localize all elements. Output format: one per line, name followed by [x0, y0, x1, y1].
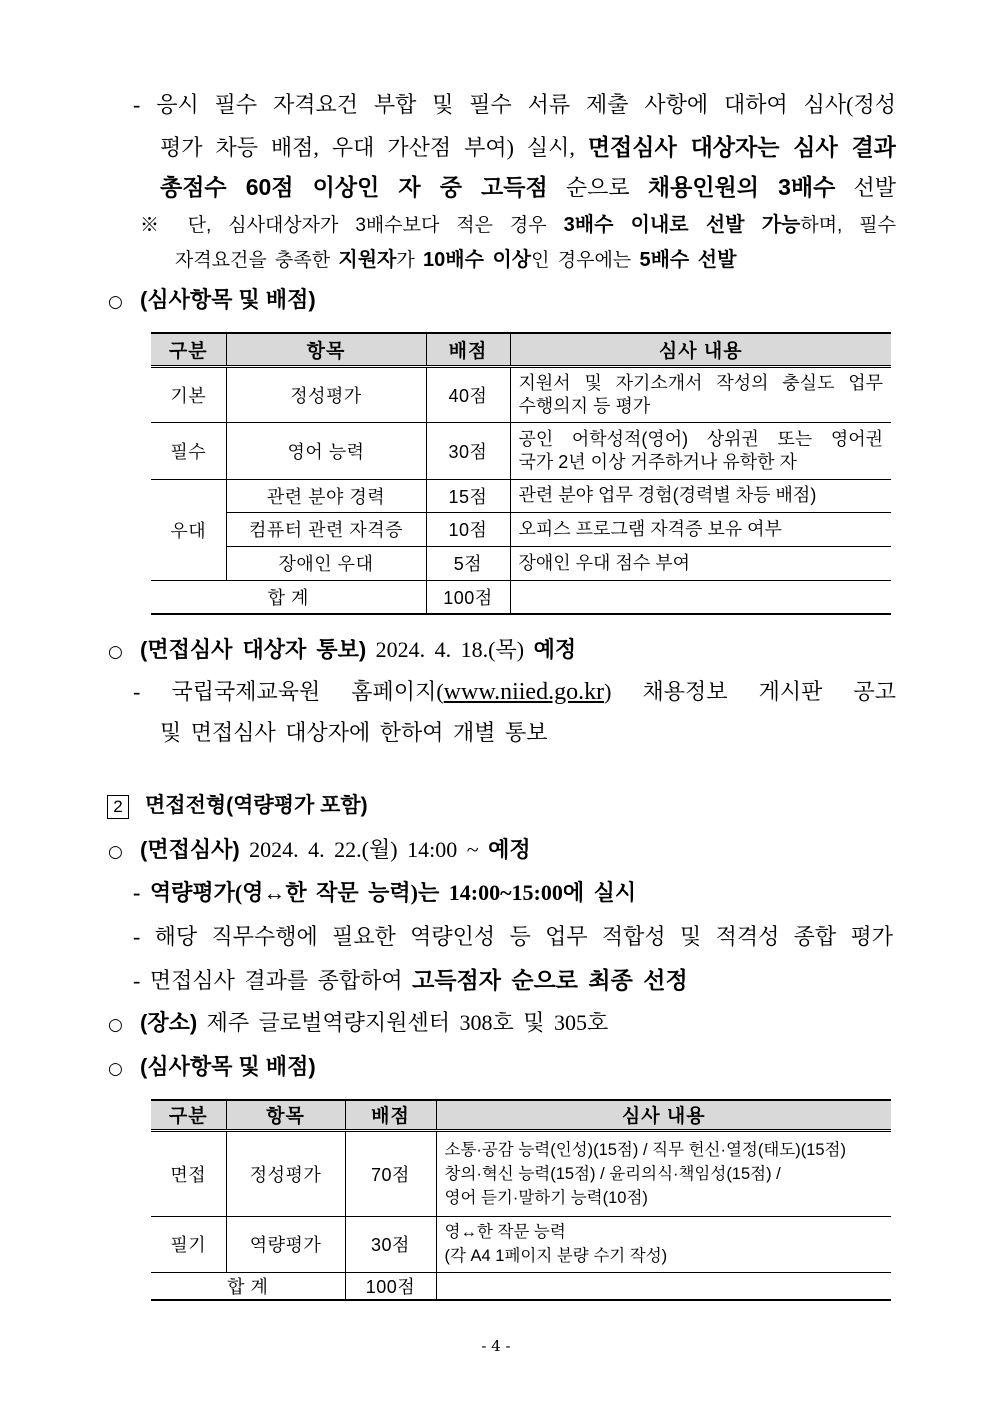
dash-marker: - — [133, 92, 141, 117]
content-line: 영어 듣기·말하기 능력(10점) — [444, 1188, 648, 1207]
announce-text: 및 면접심사 대상자에 한하여 개별 통보 — [160, 720, 548, 745]
note-text: 가 — [396, 250, 415, 271]
total-label: 합 계 — [151, 580, 426, 614]
place-line — [108, 1008, 758, 1038]
content-cell — [510, 366, 891, 422]
score-cell: 30점 — [345, 1216, 436, 1272]
interview-heading — [108, 835, 708, 865]
content-line: 오피스 프로그램 자격증 보유 여부 — [518, 518, 782, 539]
item-cell: 정성평가 — [226, 1130, 345, 1216]
scoring-heading-1 — [108, 285, 508, 315]
total-content-empty — [510, 580, 891, 614]
circle-bullet-icon: ○ — [108, 642, 123, 662]
notice-line-1 — [133, 90, 896, 120]
section-title: 면접전형(역량평가 포함) — [145, 794, 368, 817]
interview-item-2 — [133, 922, 893, 952]
note-text: 자격요건을 충족한 — [175, 250, 331, 271]
note-line-1 — [140, 211, 896, 239]
note-emphasis: 10배수 이상 — [423, 249, 532, 271]
note-emphasis: 5배수 선발 — [639, 249, 737, 271]
scoring-table-2 — [151, 1099, 891, 1301]
interview-date: 2024. 4. 22.(월) 14:00 ~ — [249, 837, 479, 862]
content-cell — [510, 422, 891, 479]
content-line: 수행의지 등 평가 — [518, 395, 651, 416]
table-row — [151, 422, 891, 479]
dash-marker: - — [133, 968, 141, 993]
score-cell: 15점 — [426, 479, 510, 512]
header-content: 심사 내용 — [436, 1100, 891, 1130]
homepage-link[interactable]: www.niied.go.kr — [443, 679, 605, 705]
table-total-row — [151, 1272, 891, 1300]
score-cell: 30점 — [426, 422, 510, 479]
header-score: 배점 — [345, 1100, 436, 1130]
notice-line-2 — [160, 132, 896, 162]
header-content: 심사 내용 — [510, 333, 891, 366]
circle-bullet-icon: ○ — [108, 842, 123, 862]
scoring-heading-2 — [108, 1052, 508, 1082]
table-total-row — [151, 580, 891, 614]
table-row — [151, 1130, 891, 1216]
heading-label: (면접심사) — [140, 837, 240, 862]
content-line: 영↔한 작문 능력 — [444, 1223, 566, 1241]
dash-marker: - — [133, 924, 141, 949]
interview-item-text: 역량평가(영↔한 작문 능력)는 14:00~15:00에 실시 — [149, 880, 637, 905]
content-cell — [510, 512, 891, 546]
notice-line-3 — [160, 172, 896, 202]
heading-label: (심사항목 및 배점) — [140, 287, 316, 312]
item-cell: 장애인 우대 — [226, 546, 426, 580]
heading-label: (심사항목 및 배점) — [140, 1054, 316, 1079]
note-emphasis: 지원자 — [338, 249, 397, 271]
section-number-box: 2 — [107, 795, 129, 819]
item-cell: 역량평가 — [226, 1216, 345, 1272]
announce-text: 국립국제교육원 홈페이지( — [171, 679, 444, 704]
content-cell — [436, 1130, 891, 1216]
table-row — [151, 479, 891, 512]
score-cell: 5점 — [426, 546, 510, 580]
dash-marker: - — [133, 880, 141, 905]
notice-text: 평가 차등 배점, 우대 가산점 부여) 실시, — [160, 135, 575, 160]
category-cell: 필수 — [151, 422, 226, 479]
content-line: 지원서 및 자기소개서 작성의 충실도 업무 — [518, 372, 883, 393]
note-line-2 — [175, 246, 835, 274]
interview-status: 예정 — [488, 837, 531, 862]
header-item: 항목 — [226, 1100, 345, 1130]
interview-item-emphasis: 고득점자 순으로 최종 선정 — [412, 967, 688, 993]
score-cell: 40점 — [426, 366, 510, 422]
content-line: 공인 어학성적(영어) 상위권 또는 영어권 — [518, 428, 883, 449]
content-line: 소통·공감 능력(인성)(15점) / 직무 헌신·열정(태도)(15점) — [444, 1140, 846, 1159]
content-cell — [510, 546, 891, 580]
category-cell: 우대 — [151, 479, 226, 580]
total-score: 100점 — [426, 580, 510, 614]
notice-emphasis: 채용인원의 3배수 — [647, 174, 836, 200]
notice-text: 순으로 — [565, 175, 630, 200]
interview-item-3 — [133, 965, 833, 995]
category-cell: 기본 — [151, 366, 226, 422]
announce-status: 예정 — [533, 637, 577, 662]
header-score: 배점 — [426, 333, 510, 366]
item-cell: 영어 능력 — [226, 422, 426, 479]
announce-detail-line-1 — [133, 677, 896, 707]
place-text: 제주 글로벌역량지원센터 308호 및 305호 — [206, 1010, 609, 1035]
category-cell: 면접 — [151, 1130, 226, 1216]
item-cell: 정성평가 — [226, 366, 426, 422]
table-header-row — [151, 1100, 891, 1130]
announce-text: ) 채용정보 게시판 공고 — [604, 679, 896, 704]
content-cell — [436, 1216, 891, 1272]
announce-heading — [108, 635, 808, 665]
page-number: - 4 - — [481, 1337, 511, 1355]
score-cell: 70점 — [345, 1130, 436, 1216]
total-label: 합 계 — [151, 1272, 345, 1300]
circle-bullet-icon: ○ — [108, 292, 123, 312]
item-cell: 컴퓨터 관련 자격증 — [226, 512, 426, 546]
item-cell: 관련 분야 경력 — [226, 479, 426, 512]
circle-bullet-icon: ○ — [108, 1059, 123, 1079]
interview-item-text: 해당 직무수행에 필요한 역량인성 등 업무 적합성 및 적격성 종합 평가 — [154, 924, 893, 949]
table-row — [151, 546, 891, 580]
table-row — [151, 1216, 891, 1272]
content-line: (각 A4 1페이지 분량 수기 작성) — [444, 1247, 668, 1265]
content-line: 관련 분야 업무 경험(경력별 차등 배점) — [518, 485, 817, 505]
note-text: 인 경우에는 — [531, 250, 632, 271]
category-cell: 필기 — [151, 1216, 226, 1272]
note-text: 단, 심사대상자가 3배수보다 적은 경우 — [187, 215, 547, 236]
table-row — [151, 366, 891, 422]
notice-emphasis: 총점수 60점 이상인 자 중 고득점 — [160, 174, 548, 200]
note-text: 하며, 필수 — [800, 215, 896, 236]
score-cell: 10점 — [426, 512, 510, 546]
table-row — [151, 512, 891, 546]
total-score: 100점 — [345, 1272, 436, 1300]
notice-emphasis: 면접심사 대상자는 심사 결과 — [587, 134, 896, 160]
reference-mark: ※ — [140, 215, 171, 236]
interview-item-text: 면접심사 결과를 종합하여 — [149, 968, 403, 993]
header-category: 구분 — [151, 1100, 226, 1130]
table-header-row — [151, 333, 891, 366]
notice-text: 선발 — [853, 175, 896, 200]
notice-text: 응시 필수 자격요건 부합 및 필수 서류 제출 사항에 대하여 심사(정성 — [156, 92, 896, 117]
circle-bullet-icon: ○ — [108, 1015, 123, 1035]
heading-label: (장소) — [140, 1010, 198, 1035]
note-emphasis: 3배수 이내로 선발 가능 — [563, 214, 801, 236]
dash-marker: - — [133, 679, 141, 704]
content-line: 창의·혁신 능력(15점) / 윤리의식·책임성(15점) / — [444, 1164, 781, 1183]
content-line: 장애인 우대 점수 부여 — [518, 552, 690, 573]
heading-label: (면접심사 대상자 통보) — [140, 637, 367, 662]
announce-detail-line-2 — [160, 718, 760, 748]
total-content-empty — [436, 1272, 891, 1300]
content-cell — [510, 479, 891, 512]
header-item: 항목 — [226, 333, 426, 366]
scoring-table-1 — [151, 332, 891, 615]
content-line: 국가 2년 이상 거주하거나 유학한 자 — [518, 451, 797, 472]
announce-date: 2024. 4. 18.(목) — [375, 637, 525, 662]
header-category: 구분 — [151, 333, 226, 366]
interview-item-1 — [133, 878, 833, 908]
